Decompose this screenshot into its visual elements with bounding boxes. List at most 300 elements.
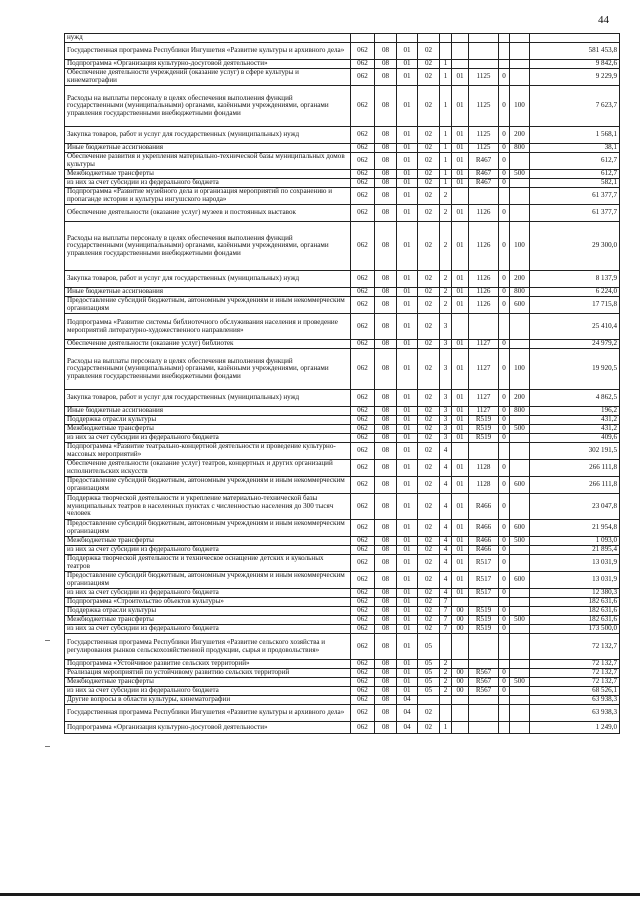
code-section: 08 <box>375 687 397 696</box>
table-row <box>65 572 620 589</box>
amount: 72 132,7 <box>530 634 620 660</box>
code-ministry: 062 <box>351 127 375 144</box>
item-name: Иные бюджетные ассигнования <box>65 288 351 297</box>
amount: 12 380,3 <box>530 589 620 598</box>
amount: 612,7 <box>530 153 620 170</box>
code-main-event: 01 <box>452 288 469 297</box>
code-main-event: 01 <box>452 520 469 537</box>
code-section: 08 <box>375 660 397 669</box>
code-subsection: 01 <box>397 669 418 678</box>
code-sub <box>499 696 510 705</box>
code-section: 08 <box>375 572 397 589</box>
code-direction: 1128 <box>469 477 499 494</box>
code-ministry: 062 <box>351 390 375 407</box>
code-direction: R519 <box>469 607 499 616</box>
table-row <box>65 297 620 314</box>
code-sub: 0 <box>499 349 510 390</box>
code-subsection: 01 <box>397 314 418 340</box>
code-sub: 0 <box>499 86 510 127</box>
code-subprogram: 2 <box>440 271 452 288</box>
code-main-event: 01 <box>452 205 469 222</box>
table-row <box>65 705 620 722</box>
table-row <box>65 69 620 86</box>
code-expense-type: 200 <box>510 271 530 288</box>
code-program: 05 <box>418 669 440 678</box>
code-program: 02 <box>418 722 440 734</box>
table-row <box>65 607 620 616</box>
code-sub <box>499 188 510 205</box>
code-ministry: 062 <box>351 314 375 340</box>
code-program: 02 <box>418 69 440 86</box>
code-ministry: 062 <box>351 634 375 660</box>
table-row <box>65 127 620 144</box>
table-row <box>65 678 620 687</box>
code-direction: R466 <box>469 537 499 546</box>
code-main-event: 00 <box>452 687 469 696</box>
code-program: 02 <box>418 589 440 598</box>
code-expense-type <box>510 598 530 607</box>
table-row <box>65 494 620 520</box>
code-subprogram: 2 <box>440 188 452 205</box>
code-direction <box>469 634 499 660</box>
code-section: 08 <box>375 222 397 271</box>
amount: 13 031,9 <box>530 555 620 572</box>
code-subsection: 01 <box>397 416 418 425</box>
code-expense-type: 800 <box>510 288 530 297</box>
amount: 612,7 <box>530 170 620 179</box>
code-program: 02 <box>418 407 440 416</box>
table-row <box>65 434 620 443</box>
code-section: 08 <box>375 494 397 520</box>
item-name: Межбюджетные трансферты <box>65 678 351 687</box>
code-program: 02 <box>418 271 440 288</box>
code-subprogram: 3 <box>440 314 452 340</box>
code-expense-type: 200 <box>510 127 530 144</box>
item-name: Закупка товаров, работ и услуг для государственных (муниципальных) нужд <box>65 390 351 407</box>
table-row <box>65 86 620 127</box>
code-expense-type <box>510 722 530 734</box>
code-main-event <box>452 722 469 734</box>
code-sub <box>499 598 510 607</box>
item-name: Иные бюджетные ассигнования <box>65 407 351 416</box>
code-subprogram: 2 <box>440 222 452 271</box>
code-sub: 0 <box>499 153 510 170</box>
item-name: из них за счет субсидии из федерального бюджета <box>65 687 351 696</box>
code-program: 02 <box>418 170 440 179</box>
code-subprogram: 4 <box>440 443 452 460</box>
code-expense-type <box>510 179 530 188</box>
item-name: Государственная программа Республики Ингушетия «Развитие культуры и архивного дела» <box>65 705 351 722</box>
item-name: Обеспечение развития и укрепления материально-технической базы муниципальных домов культуры <box>65 153 351 170</box>
code-section: 08 <box>375 340 397 349</box>
code-expense-type <box>510 434 530 443</box>
amount: 4 862,5 <box>530 390 620 407</box>
table-row <box>65 188 620 205</box>
code-direction: R519 <box>469 416 499 425</box>
code-program: 02 <box>418 188 440 205</box>
item-name: Подпрограмма «Организация культурно-досуговой деятельности» <box>65 60 351 69</box>
table-row <box>65 349 620 390</box>
code-expense-type <box>510 443 530 460</box>
item-name: Предоставление субсидий бюджетным, автономным учреждениям и иным некоммерческим организациям <box>65 297 351 314</box>
code-ministry: 062 <box>351 205 375 222</box>
code-ministry: 062 <box>351 555 375 572</box>
code-main-event <box>452 60 469 69</box>
table-row <box>65 144 620 153</box>
code-main-event <box>452 660 469 669</box>
table-row <box>65 634 620 660</box>
table-row <box>65 460 620 477</box>
amount: 173 500,0 <box>530 625 620 634</box>
code-program: 02 <box>418 598 440 607</box>
code-subsection: 01 <box>397 634 418 660</box>
amount: 182 631,6 <box>530 607 620 616</box>
code-section: 08 <box>375 179 397 188</box>
item-name: Другие вопросы в области культуры, кинематографии <box>65 696 351 705</box>
amount: 61 377,7 <box>530 205 620 222</box>
amount <box>530 34 620 43</box>
code-direction: R567 <box>469 687 499 696</box>
code-section: 08 <box>375 589 397 598</box>
amount: 72 132,7 <box>530 678 620 687</box>
amount: 19 920,5 <box>530 349 620 390</box>
budget-table <box>64 33 620 734</box>
code-sub: 0 <box>499 127 510 144</box>
code-ministry: 062 <box>351 443 375 460</box>
code-subprogram <box>440 634 452 660</box>
code-direction: 1125 <box>469 69 499 86</box>
code-sub <box>499 722 510 734</box>
code-program: 02 <box>418 153 440 170</box>
code-subprogram: 2 <box>440 687 452 696</box>
code-subsection: 01 <box>397 153 418 170</box>
code-section: 08 <box>375 607 397 616</box>
code-program: 02 <box>418 416 440 425</box>
code-section: 08 <box>375 625 397 634</box>
code-ministry: 062 <box>351 687 375 696</box>
table-row <box>65 555 620 572</box>
code-direction <box>469 314 499 340</box>
code-direction: 1127 <box>469 407 499 416</box>
code-ministry: 062 <box>351 705 375 722</box>
code-ministry: 062 <box>351 607 375 616</box>
amount: 38,1 <box>530 144 620 153</box>
code-ministry: 062 <box>351 407 375 416</box>
code-direction <box>469 660 499 669</box>
code-subprogram: 4 <box>440 460 452 477</box>
code-sub: 0 <box>499 288 510 297</box>
code-expense-type <box>510 460 530 477</box>
code-ministry: 062 <box>351 349 375 390</box>
code-expense-type <box>510 589 530 598</box>
table-row <box>65 179 620 188</box>
code-program: 02 <box>418 616 440 625</box>
code-direction: 1126 <box>469 271 499 288</box>
item-name: Поддержка творческой деятельности и техническое оснащение детских и кукольных театров <box>65 555 351 572</box>
code-direction: R567 <box>469 678 499 687</box>
code-direction <box>469 598 499 607</box>
code-program: 02 <box>418 460 440 477</box>
code-program: 02 <box>418 425 440 434</box>
amount: 29 300,0 <box>530 222 620 271</box>
code-expense-type <box>510 314 530 340</box>
amount: 1 093,0 <box>530 537 620 546</box>
code-ministry: 062 <box>351 188 375 205</box>
code-subsection: 01 <box>397 60 418 69</box>
table-row <box>65 390 620 407</box>
table-row <box>65 425 620 434</box>
code-main-event: 01 <box>452 390 469 407</box>
amount: 7 623,7 <box>530 86 620 127</box>
code-main-event: 01 <box>452 271 469 288</box>
code-subsection: 04 <box>397 696 418 705</box>
table-row <box>65 153 620 170</box>
code-direction: 1126 <box>469 222 499 271</box>
code-sub: 0 <box>499 494 510 520</box>
table-row <box>65 60 620 69</box>
code-subprogram: 4 <box>440 520 452 537</box>
code-expense-type: 500 <box>510 425 530 434</box>
code-subprogram: 7 <box>440 598 452 607</box>
code-ministry: 062 <box>351 678 375 687</box>
item-name: Предоставление субсидий бюджетным, автономным учреждениям и иным некоммерческим организациям <box>65 520 351 537</box>
item-name: Поддержка отрасли культуры <box>65 607 351 616</box>
item-name: Поддержка отрасли культуры <box>65 416 351 425</box>
code-sub: 0 <box>499 616 510 625</box>
item-name: Подпрограмма «Организация культурно-досуговой деятельности» <box>65 722 351 734</box>
code-subprogram <box>440 34 452 43</box>
code-main-event: 01 <box>452 222 469 271</box>
code-subsection: 01 <box>397 179 418 188</box>
code-ministry: 062 <box>351 425 375 434</box>
code-program: 02 <box>418 144 440 153</box>
code-section: 08 <box>375 537 397 546</box>
table-row <box>65 443 620 460</box>
code-program: 02 <box>418 222 440 271</box>
code-ministry: 062 <box>351 669 375 678</box>
code-subsection: 01 <box>397 288 418 297</box>
table-row <box>65 205 620 222</box>
code-subsection: 01 <box>397 407 418 416</box>
code-program: 02 <box>418 297 440 314</box>
code-direction: R519 <box>469 425 499 434</box>
code-subprogram: 4 <box>440 537 452 546</box>
item-name: из них за счет субсидии из федерального бюджета <box>65 546 351 555</box>
code-program: 02 <box>418 443 440 460</box>
code-section: 08 <box>375 153 397 170</box>
code-direction: R466 <box>469 546 499 555</box>
amount: 266 111,8 <box>530 460 620 477</box>
code-subsection: 01 <box>397 390 418 407</box>
code-direction <box>469 188 499 205</box>
table-row <box>65 589 620 598</box>
code-program: 02 <box>418 705 440 722</box>
code-main-event: 01 <box>452 546 469 555</box>
code-program: 02 <box>418 127 440 144</box>
item-name: Расходы на выплаты персоналу в целях обеспечения выполнения функций государственными (муниципальными) органами, казёнными учреждениями, органами управления государственными внебюджетными фондами <box>65 349 351 390</box>
amount: 61 377,7 <box>530 188 620 205</box>
code-expense-type: 500 <box>510 170 530 179</box>
code-expense-type: 100 <box>510 349 530 390</box>
code-expense-type: 500 <box>510 537 530 546</box>
code-subprogram: 7 <box>440 625 452 634</box>
code-main-event: 01 <box>452 572 469 589</box>
code-sub <box>499 314 510 340</box>
code-program: 02 <box>418 494 440 520</box>
code-sub <box>499 443 510 460</box>
code-subsection: 01 <box>397 349 418 390</box>
amount: 63 938,3 <box>530 696 620 705</box>
code-main-event: 01 <box>452 589 469 598</box>
code-subsection: 01 <box>397 494 418 520</box>
code-ministry: 062 <box>351 288 375 297</box>
code-subsection: 01 <box>397 434 418 443</box>
code-direction: R467 <box>469 153 499 170</box>
code-main-event: 01 <box>452 144 469 153</box>
code-section: 08 <box>375 288 397 297</box>
code-sub: 0 <box>499 222 510 271</box>
code-expense-type <box>510 607 530 616</box>
code-program <box>418 696 440 705</box>
amount: 581 453,8 <box>530 43 620 60</box>
code-ministry: 062 <box>351 60 375 69</box>
code-subprogram: 4 <box>440 546 452 555</box>
code-subsection: 01 <box>397 607 418 616</box>
code-direction: 1128 <box>469 460 499 477</box>
code-main-event: 01 <box>452 494 469 520</box>
code-program: 05 <box>418 660 440 669</box>
code-subsection: 01 <box>397 616 418 625</box>
code-subprogram: 4 <box>440 555 452 572</box>
table-row <box>65 616 620 625</box>
amount: 409,6 <box>530 434 620 443</box>
code-section: 08 <box>375 616 397 625</box>
amount: 431,2 <box>530 425 620 434</box>
code-ministry: 062 <box>351 86 375 127</box>
item-name: Иные бюджетные ассигнования <box>65 144 351 153</box>
code-subsection: 01 <box>397 477 418 494</box>
code-ministry: 062 <box>351 546 375 555</box>
item-name: из них за счет субсидии из федерального бюджета <box>65 589 351 598</box>
code-section: 08 <box>375 598 397 607</box>
code-ministry: 062 <box>351 222 375 271</box>
code-main-event <box>452 43 469 60</box>
code-main-event <box>452 634 469 660</box>
code-section: 08 <box>375 205 397 222</box>
amount: 1 568,1 <box>530 127 620 144</box>
table-row <box>65 687 620 696</box>
code-expense-type: 600 <box>510 297 530 314</box>
code-expense-type <box>510 669 530 678</box>
code-direction <box>469 722 499 734</box>
code-main-event: 00 <box>452 607 469 616</box>
code-direction: R567 <box>469 669 499 678</box>
amount: 182 631,6 <box>530 598 620 607</box>
table-row <box>65 520 620 537</box>
code-expense-type <box>510 69 530 86</box>
item-name: из них за счет субсидии из федерального бюджета <box>65 179 351 188</box>
code-expense-type <box>510 43 530 60</box>
amount: 25 410,4 <box>530 314 620 340</box>
code-direction: 1126 <box>469 288 499 297</box>
code-section: 08 <box>375 669 397 678</box>
item-name: Подпрограмма «Строительство объектов культуры» <box>65 598 351 607</box>
amount: 72 132,7 <box>530 669 620 678</box>
table-row <box>65 222 620 271</box>
code-subsection: 01 <box>397 86 418 127</box>
code-subsection: 01 <box>397 340 418 349</box>
code-expense-type: 800 <box>510 407 530 416</box>
code-ministry: 062 <box>351 144 375 153</box>
code-subprogram: 3 <box>440 407 452 416</box>
code-sub: 0 <box>499 425 510 434</box>
code-subprogram <box>440 43 452 60</box>
code-subprogram: 1 <box>440 60 452 69</box>
code-program: 02 <box>418 205 440 222</box>
code-ministry: 062 <box>351 616 375 625</box>
table-row <box>65 696 620 705</box>
code-direction: 1127 <box>469 349 499 390</box>
code-sub: 0 <box>499 340 510 349</box>
code-main-event: 01 <box>452 86 469 127</box>
code-expense-type <box>510 634 530 660</box>
code-subprogram <box>440 705 452 722</box>
code-program: 02 <box>418 477 440 494</box>
code-ministry: 062 <box>351 69 375 86</box>
code-main-event: 01 <box>452 297 469 314</box>
code-direction: R517 <box>469 572 499 589</box>
code-expense-type <box>510 625 530 634</box>
code-subsection: 01 <box>397 589 418 598</box>
code-ministry <box>351 34 375 43</box>
code-section: 08 <box>375 416 397 425</box>
code-subsection: 01 <box>397 144 418 153</box>
code-subprogram: 1 <box>440 144 452 153</box>
code-direction: 1126 <box>469 297 499 314</box>
code-expense-type <box>510 153 530 170</box>
code-sub: 0 <box>499 477 510 494</box>
code-subprogram: 3 <box>440 416 452 425</box>
code-subprogram: 2 <box>440 678 452 687</box>
code-subsection: 01 <box>397 460 418 477</box>
code-main-event: 01 <box>452 153 469 170</box>
code-expense-type <box>510 188 530 205</box>
item-name: Обеспечение деятельности (оказание услуг) библиотек <box>65 340 351 349</box>
table-row <box>65 625 620 634</box>
code-section: 08 <box>375 425 397 434</box>
code-subprogram: 1 <box>440 179 452 188</box>
code-section: 08 <box>375 678 397 687</box>
amount: 17 715,8 <box>530 297 620 314</box>
code-program: 02 <box>418 340 440 349</box>
code-main-event: 01 <box>452 460 469 477</box>
code-main-event: 00 <box>452 669 469 678</box>
item-name: Подпрограмма «Развитие театрально-концертной деятельности и проведение культурно-массовых мероприятий» <box>65 443 351 460</box>
code-sub: 0 <box>499 407 510 416</box>
code-section: 08 <box>375 390 397 407</box>
code-sub: 0 <box>499 179 510 188</box>
code-direction <box>469 705 499 722</box>
code-program <box>418 34 440 43</box>
amount: 63 938,3 <box>530 705 620 722</box>
code-section: 08 <box>375 555 397 572</box>
amount: 21 895,4 <box>530 546 620 555</box>
code-subsection: 01 <box>397 572 418 589</box>
table-row <box>65 660 620 669</box>
code-direction: R519 <box>469 625 499 634</box>
code-subprogram: 3 <box>440 349 452 390</box>
code-section: 08 <box>375 407 397 416</box>
